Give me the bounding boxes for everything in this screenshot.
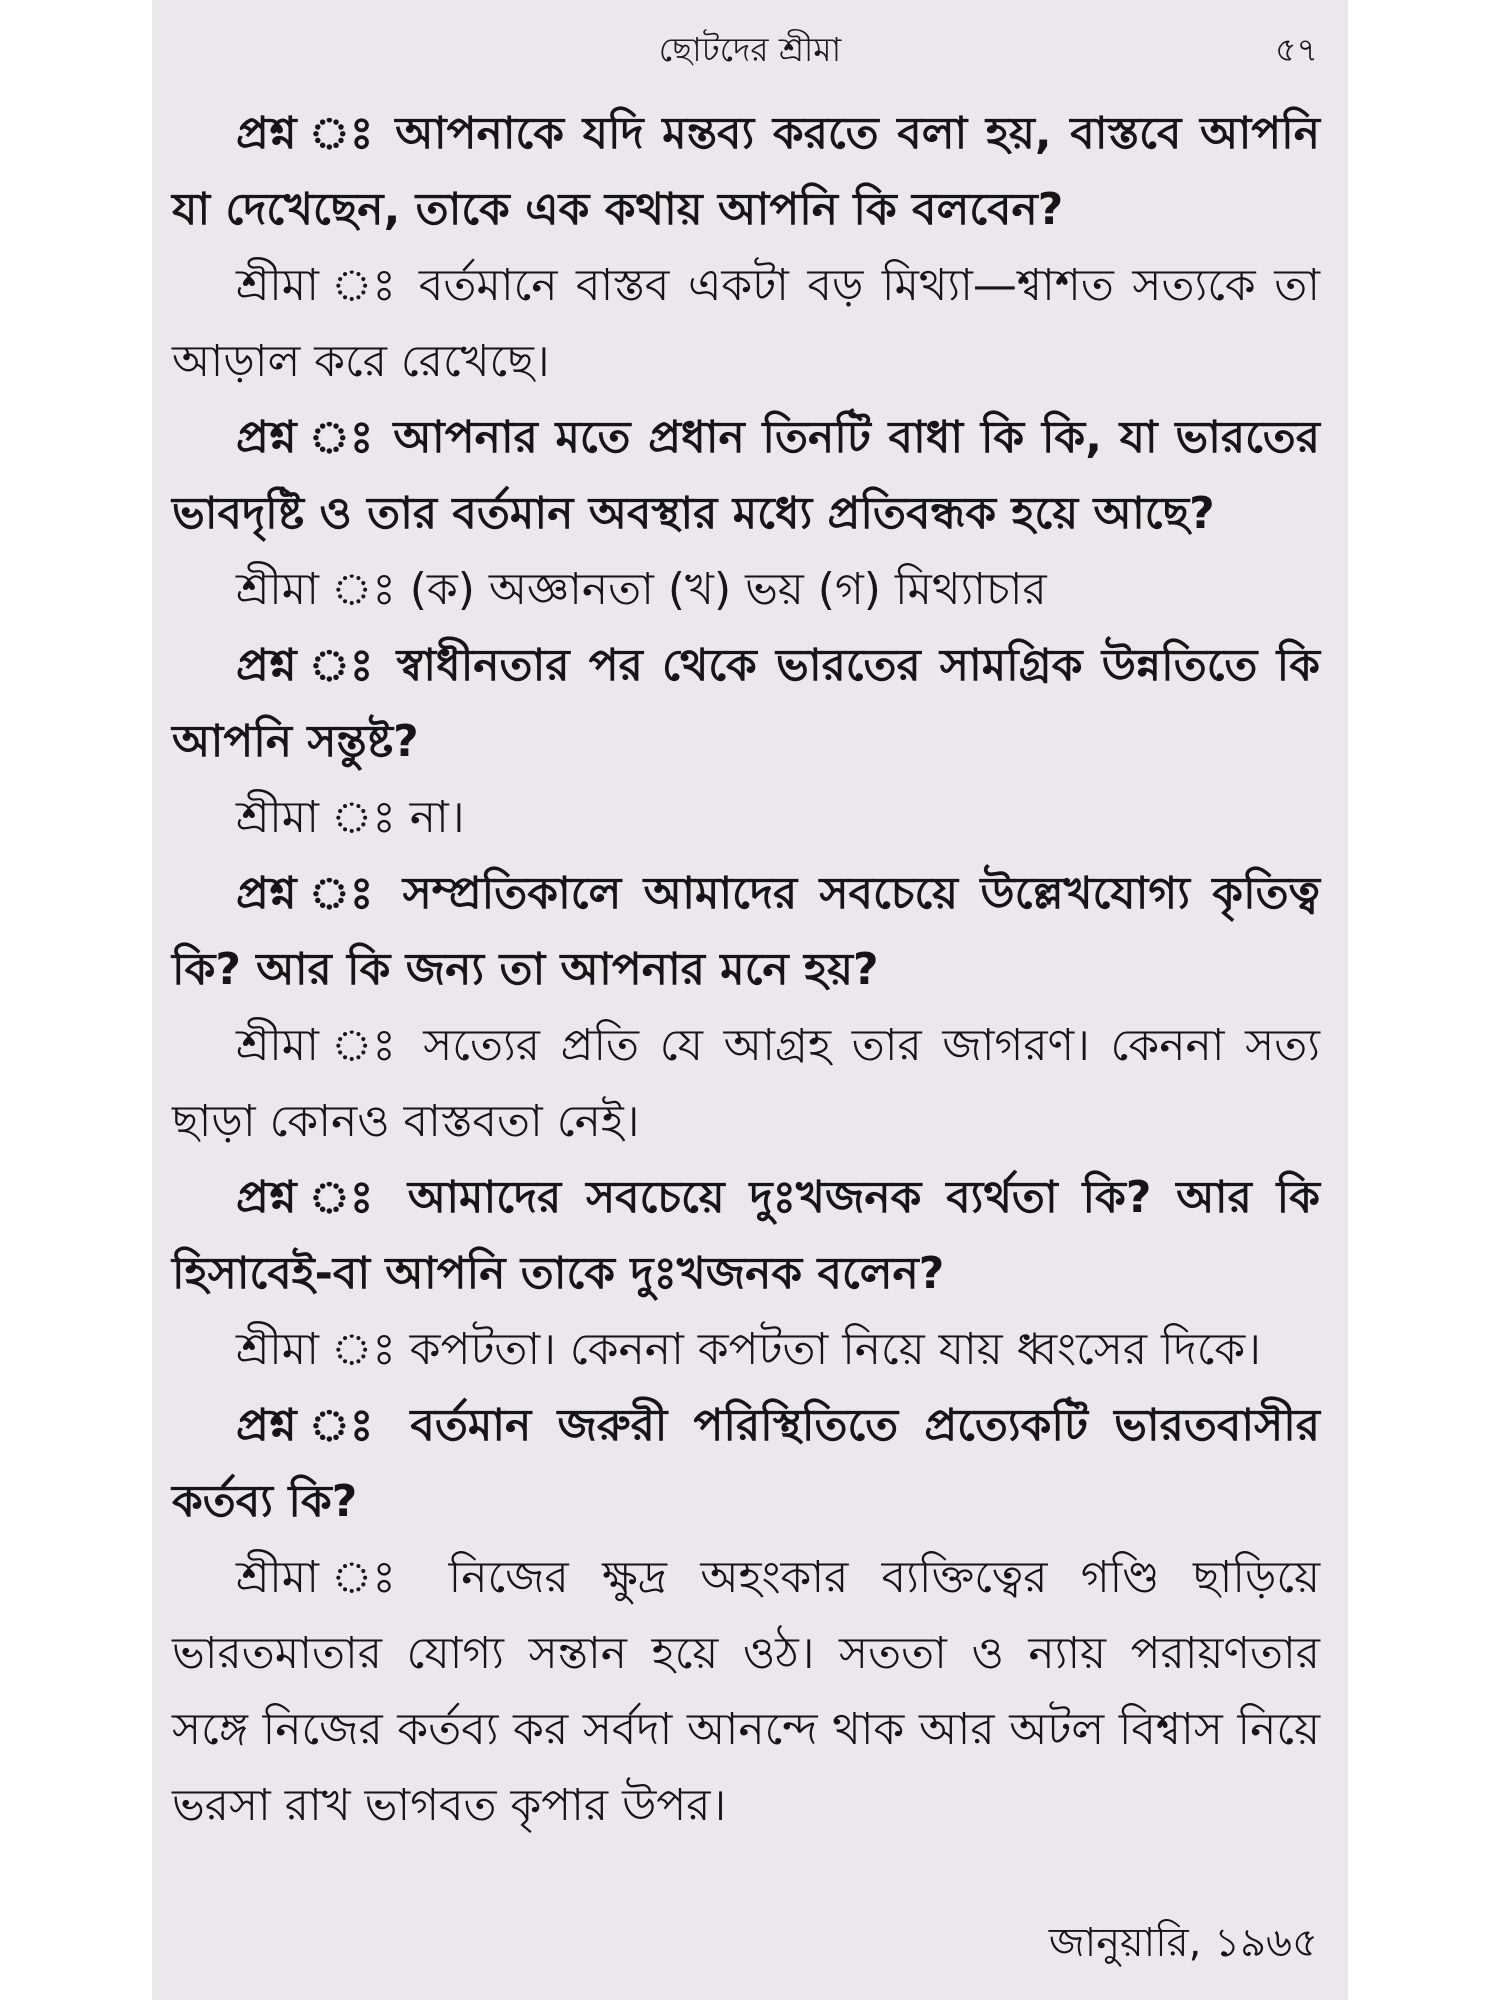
- date-line: জানুয়ারি, ১৯৬৫: [1048, 1920, 1318, 1966]
- answer-paragraph: শ্রীমা ঃ না।: [236, 792, 465, 843]
- question-paragraph: প্রশ্ন ঃ আপনাকে যদি মন্তব্য করতে বলা হয়, বাস্তবে আপনি যা দেখেছেন, তাকে এক কথায় আপনি কি বলবেন?: [172, 108, 1320, 235]
- question-paragraph: প্রশ্ন ঃ বর্তমান জরুরী পরিস্থিতিতে প্রত্যেকটি ভারতবাসীর কর্তব্য কি?: [172, 1400, 1320, 1527]
- answer-paragraph: শ্রীমা ঃ কপটতা। কেননা কপটতা নিয়ে যায় ধ্বংসের দিকে।: [236, 1324, 1261, 1375]
- page-body: [172, 96, 1320, 1844]
- answer-paragraph: শ্রীমা ঃ বর্তমানে বাস্তব একটা বড় মিথ্যা—শ্বাশত সত্যকে তা আড়াল করে রেখেছে।: [172, 260, 1320, 387]
- question-paragraph: প্রশ্ন ঃ আমাদের সবচেয়ে দুঃখজনক ব্যর্থতা কি? আর কি হিসাবেই-বা আপনি তাকে দুঃখজনক বলেন?: [172, 1172, 1320, 1299]
- answer-paragraph: শ্রীমা ঃ নিজের ক্ষুদ্র অহংকার ব্যক্তিত্বের গণ্ডি ছাড়িয়ে ভারতমাতার যোগ্য সন্তান হয়ে ওঠ। সততা ও ন্যায় পরায়ণতার সঙ্গে নিজের কর্তব্য কর সর্বদা আনন্দে থাক আর অটল বিশ্বাস নিয়ে ভরসা রাখ ভাগবত কৃপার উপর।: [172, 1552, 1320, 1831]
- page-number: ৫৭: [1275, 30, 1318, 69]
- page-header: [152, 18, 1348, 78]
- book-page: [152, 0, 1348, 2000]
- answer-paragraph: শ্রীমা ঃ (ক) অজ্ঞানতা (খ) ভয় (গ) মিথ্যাচার: [236, 564, 1047, 615]
- question-paragraph: প্রশ্ন ঃ স্বাধীনতার পর থেকে ভারতের সামগ্রিক উন্নতিতে কি আপনি সন্তুষ্ট?: [172, 640, 1320, 767]
- question-paragraph: প্রশ্ন ঃ আপনার মতে প্রধান তিনটি বাধা কি কি, যা ভারতের ভাবদৃষ্টি ও তার বর্তমান অবস্থার মধ্যে প্রতিবন্ধক হয়ে আছে?: [172, 412, 1320, 539]
- question-paragraph: প্রশ্ন ঃ সম্প্রতিকালে আমাদের সবচেয়ে উল্লেখযোগ্য কৃতিত্ব কি? আর কি জন্য তা আপনার মনে হয়?: [172, 868, 1320, 995]
- answer-paragraph: শ্রীমা ঃ সত্যের প্রতি যে আগ্রহ তার জাগরণ। কেননা সত্য ছাড়া কোনও বাস্তবতা নেই।: [172, 1020, 1320, 1147]
- running-title: ছোটদের শ্রীমা: [658, 30, 842, 69]
